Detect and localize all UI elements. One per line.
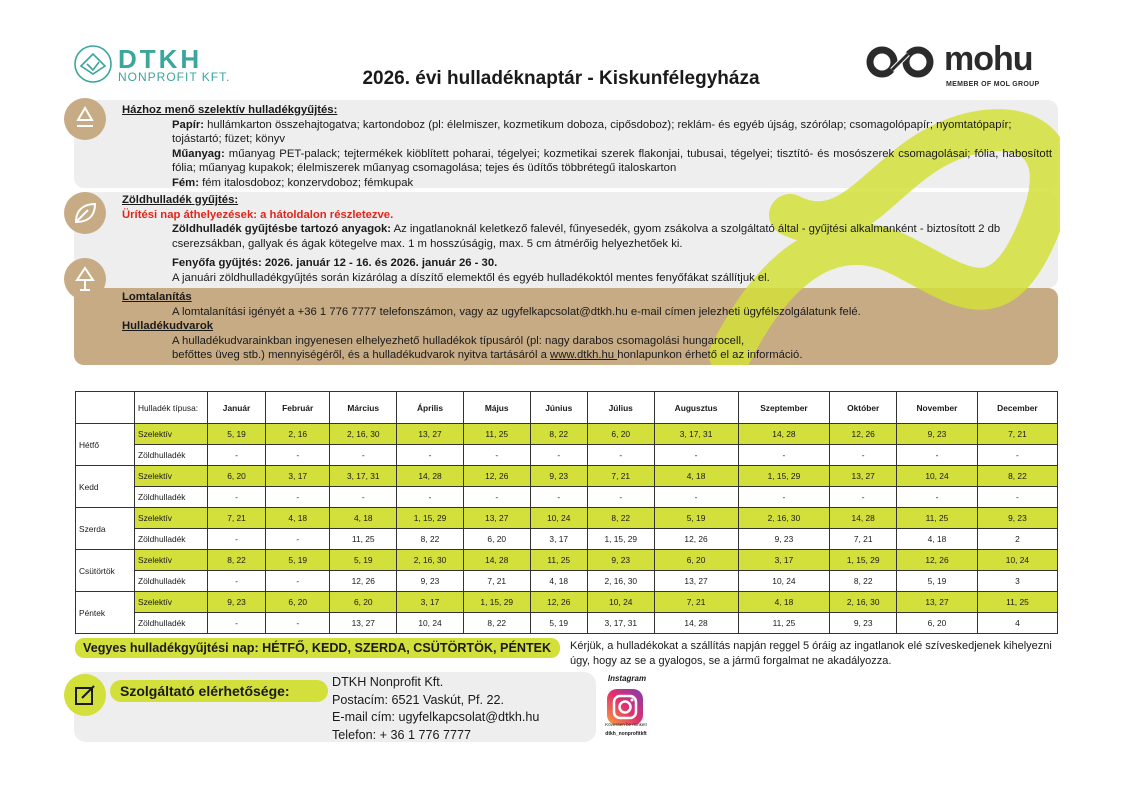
mohu-name: mohu (944, 40, 1033, 78)
month-header: Május (463, 392, 530, 424)
waste-type-label: Szelektív (135, 466, 208, 487)
waste-type-label: Szelektív (135, 424, 208, 445)
instagram-follow-text: Kövessen be minket! (605, 722, 647, 727)
green-row (76, 529, 1058, 550)
day-label: Péntek (76, 592, 135, 634)
green-row (76, 613, 1058, 634)
green-date-cell: 10, 24 (738, 571, 830, 592)
recycle-icon (64, 98, 106, 140)
mohu-logo (864, 40, 940, 86)
day-label: Csütörtök (76, 550, 135, 592)
selective-date-cell: 3, 17, 31 (330, 466, 397, 487)
green-date-cell: 1, 15, 29 (587, 529, 654, 550)
selective-date-cell: 12, 26 (530, 592, 587, 613)
green-date-cell: - (897, 445, 978, 466)
green-date-cell: - (330, 445, 397, 466)
contact-postal: Postacím: 6521 Vaskút, Pf. 22. (332, 692, 504, 707)
green-date-cell: - (266, 613, 330, 634)
selective-row (76, 592, 1058, 613)
month-header: November (897, 392, 978, 424)
green-notice: Ürítési nap áthelyezések: a hátoldalon részletezve. (122, 208, 394, 221)
selective-date-cell: 1, 15, 29 (738, 466, 830, 487)
green-date-cell: 3 (977, 571, 1057, 592)
selective-date-cell: 11, 25 (897, 508, 978, 529)
green-date-cell: 14, 28 (654, 613, 738, 634)
metal-label: Fém: (172, 176, 199, 189)
green-date-cell: 4, 18 (530, 571, 587, 592)
selective-date-cell: 8, 22 (530, 424, 587, 445)
selective-date-cell: 8, 22 (977, 466, 1057, 487)
green-date-cell: 9, 23 (397, 571, 464, 592)
selective-date-cell: 11, 25 (977, 592, 1057, 613)
green-date-cell: 4, 18 (897, 529, 978, 550)
corner-cell (76, 392, 135, 424)
green-date-cell: - (738, 445, 830, 466)
selective-date-cell: 8, 22 (208, 550, 266, 571)
green-row (76, 487, 1058, 508)
selective-date-cell: 2, 16, 30 (738, 508, 830, 529)
green-date-cell: - (654, 487, 738, 508)
green-date-cell: - (977, 487, 1057, 508)
green-materials-label: Zöldhulladék gyűjtésbe tartozó anyagok: (172, 223, 392, 235)
green-date-cell: - (208, 613, 266, 634)
month-header: Szeptember (738, 392, 830, 424)
selective-date-cell: 14, 28 (830, 508, 897, 529)
green-date-cell: - (208, 445, 266, 466)
green-date-cell: 7, 21 (830, 529, 897, 550)
selective-date-cell: 7, 21 (208, 508, 266, 529)
paper-label: Papír: (172, 118, 205, 131)
month-header: Június (530, 392, 587, 424)
green-date-cell: 10, 24 (397, 613, 464, 634)
green-date-cell: - (463, 487, 530, 508)
selective-date-cell: 13, 27 (830, 466, 897, 487)
instagram-title: Instagram (607, 674, 647, 683)
bulky-section (122, 290, 1052, 363)
selective-date-cell: 8, 22 (587, 508, 654, 529)
green-date-cell: - (208, 529, 266, 550)
selective-date-cell: 2, 16, 30 (330, 424, 397, 445)
tree-text: A januári zöldhulladékgyűjtés során kizárólag a díszítő elemektől és egyéb hulladékoktól mentes fenyőfákat szállítjuk el. (172, 271, 770, 284)
instagram-icon[interactable] (606, 688, 644, 726)
green-date-cell: 3, 17, 31 (587, 613, 654, 634)
dtkh-name: DTKH (118, 44, 203, 74)
month-header: Július (587, 392, 654, 424)
bulky-heading: Lomtalanítás (122, 291, 192, 303)
green-row (76, 445, 1058, 466)
plastic-label: Műanyag: (172, 147, 225, 160)
green-date-cell: 2, 16, 30 (587, 571, 654, 592)
selective-date-cell: 10, 24 (977, 550, 1057, 571)
page-title: 2026. évi hulladéknaptár - Kiskunfélegyháza (362, 68, 760, 89)
selective-date-cell: 11, 25 (530, 550, 587, 571)
waste-type-label: Szelektív (135, 508, 208, 529)
contact-email[interactable]: E-mail cím: ugyfelkapcsolat@dtkh.hu (332, 710, 540, 724)
selective-date-cell: 5, 19 (266, 550, 330, 571)
contact-label: Szolgáltató elérhetősége: (110, 680, 328, 702)
green-materials-text: Az ingatlanoknál keletkező falevél, fűnyesedék, gyom zsákolva a szolgáltató által - gyűjtési alkalmanként - biztosított 2 db cserezsákban, gallyak és ágak kötegelve max. 1 m hosszúságig, max. 5 cm átmérőig helyezhetőek ki. (172, 223, 1001, 250)
metal-row (172, 176, 1052, 191)
month-header: December (977, 392, 1057, 424)
green-date-cell: - (587, 445, 654, 466)
selective-date-cell: 3, 17, 31 (654, 424, 738, 445)
selective-date-cell: 6, 20 (208, 466, 266, 487)
green-date-cell: - (738, 487, 830, 508)
green-date-cell: 6, 20 (897, 613, 978, 634)
day-label: Szerda (76, 508, 135, 550)
month-header: Augusztus (654, 392, 738, 424)
selective-date-cell: 2, 16, 30 (397, 550, 464, 571)
selective-date-cell: 4, 18 (266, 508, 330, 529)
green-date-cell: 2 (977, 529, 1057, 550)
selective-date-cell: 11, 25 (463, 424, 530, 445)
selective-date-cell: 4, 18 (738, 592, 830, 613)
green-date-cell: 11, 25 (330, 529, 397, 550)
selective-date-cell: 13, 27 (463, 508, 530, 529)
selective-date-cell: 6, 20 (266, 592, 330, 613)
plastic-text: műanyag PET-palack; tejtermékek kiöblített poharai, tégelyei; kozmetikai szerek flakonjai, tubusai, tégelyei; tisztító- és mosószerek csomagolásai; fólia, habosított fólia; műanyag kupakok; élelmiszerek műanyag csomagolása; tejes és üdítős többrétegű italoskarton (172, 147, 1052, 174)
contact-company: DTKH Nonprofit Kft. (332, 675, 444, 689)
mohu-subtitle: MEMBER OF MOL GROUP (946, 81, 1040, 88)
selective-date-cell: 9, 23 (587, 550, 654, 571)
green-date-cell: - (266, 445, 330, 466)
paper-row (172, 118, 1052, 147)
selective-date-cell: 12, 26 (897, 550, 978, 571)
waste-type-label: Zöldhulladék (135, 487, 208, 508)
yard-heading: Hulladékudvarok (122, 320, 214, 332)
yard-text-2a: befőttes üveg stb.) mennyiségéről, és a hulladékudvarok nyitva tartásáról a (172, 349, 551, 361)
green-materials (122, 222, 1002, 251)
green-date-cell: 8, 22 (463, 613, 530, 634)
dtkh-website-link[interactable]: www.dtkh.hu (550, 349, 618, 361)
selective-date-cell: 6, 20 (654, 550, 738, 571)
green-heading: Zöldhulladék gyűjtés: (122, 194, 239, 206)
green-date-cell: 3, 17 (530, 529, 587, 550)
selective-date-cell: 7, 21 (587, 466, 654, 487)
waste-type-label: Szelektív (135, 550, 208, 571)
selective-date-cell: 5, 19 (654, 508, 738, 529)
waste-type-label: Szelektív (135, 592, 208, 613)
edit-icon (64, 674, 106, 716)
selective-date-cell: 7, 21 (654, 592, 738, 613)
selective-section (122, 103, 1052, 190)
selective-date-cell: 5, 19 (330, 550, 397, 571)
mohu-infinity-icon (864, 40, 940, 86)
waste-type-label: Zöldhulladék (135, 529, 208, 550)
green-date-cell: - (397, 445, 464, 466)
green-date-cell: 9, 23 (738, 529, 830, 550)
green-date-cell: - (587, 487, 654, 508)
selective-row (76, 466, 1058, 487)
selective-date-cell: 12, 26 (463, 466, 530, 487)
selective-date-cell: 2, 16, 30 (830, 592, 897, 613)
selective-date-cell: 14, 28 (738, 424, 830, 445)
collection-calendar (75, 391, 1058, 634)
selective-row (76, 424, 1058, 445)
selective-date-cell: 1, 15, 29 (397, 508, 464, 529)
selective-date-cell: 7, 21 (977, 424, 1057, 445)
green-date-cell: 6, 20 (463, 529, 530, 550)
selective-date-cell: 10, 24 (530, 508, 587, 529)
paper-text: hullámkarton összehajtogatva; kartondoboz (pl: élelmiszer, kozmetikum doboza, cipősdoboz); reklám- és egyéb újság, szórólap; csomagolópapír; nyomtatópapír; tojástartó; füzet; könyv (172, 118, 1012, 145)
month-header: Október (830, 392, 897, 424)
selective-date-cell: 10, 24 (587, 592, 654, 613)
instagram-handle[interactable]: dtkh_nonprofitkft (605, 731, 647, 737)
green-date-cell: - (654, 445, 738, 466)
selective-date-cell: 9, 23 (530, 466, 587, 487)
selective-date-cell: 3, 17 (397, 592, 464, 613)
green-date-cell: 9, 23 (830, 613, 897, 634)
green-date-cell: - (463, 445, 530, 466)
green-date-cell: - (330, 487, 397, 508)
green-date-cell: - (266, 529, 330, 550)
selective-date-cell: 9, 23 (208, 592, 266, 613)
green-date-cell: - (266, 487, 330, 508)
green-date-cell: 5, 19 (530, 613, 587, 634)
selective-date-cell: 3, 17 (738, 550, 830, 571)
green-date-cell: - (830, 445, 897, 466)
green-date-cell: - (208, 571, 266, 592)
green-section (122, 193, 1052, 285)
green-date-cell: 8, 22 (830, 571, 897, 592)
waste-type-label: Zöldhulladék (135, 613, 208, 634)
green-date-cell: - (266, 571, 330, 592)
green-date-cell: - (977, 445, 1057, 466)
selective-date-cell: 12, 26 (830, 424, 897, 445)
leaf-icon (64, 192, 106, 234)
selective-heading: Házhoz menő szelektív hulladékgyűjtés: (122, 104, 338, 116)
selective-date-cell: 4, 18 (654, 466, 738, 487)
type-header: Hulladék típusa: (135, 392, 208, 424)
green-date-cell: - (208, 487, 266, 508)
placement-note: Kérjük, a hulladékokat a szállítás napján reggel 5 óráig az ingatlanok elé szíveskedjenek kihelyezni úgy, hogy az se a gyalogos, se a jármű forgalmat ne akadályozza. (570, 640, 1052, 667)
dtkh-subtitle: NONPROFIT KFT. (118, 70, 231, 84)
green-date-cell: 13, 27 (330, 613, 397, 634)
selective-date-cell: 14, 28 (463, 550, 530, 571)
selective-date-cell: 1, 15, 29 (463, 592, 530, 613)
yard-text-1: A hulladékudvarainkban ingyenesen elhelyezhető hulladékok típusáról (pl: nagy darabos csomagolási hungarocell, (172, 334, 745, 347)
yard-text-2 (122, 348, 1052, 363)
selective-date-cell: 13, 27 (897, 592, 978, 613)
green-date-cell: 4 (977, 613, 1057, 634)
selective-date-cell: 14, 28 (397, 466, 464, 487)
contact-details (332, 674, 539, 744)
day-label: Kedd (76, 466, 135, 508)
waste-type-label: Zöldhulladék (135, 445, 208, 466)
mixed-collection-days: Vegyes hulladékgyűjtési nap: HÉTFŐ, KEDD, SZERDA, CSÜTÖRTÖK, PÉNTEK (75, 638, 560, 658)
selective-date-cell: 6, 20 (587, 424, 654, 445)
selective-date-cell: 1, 15, 29 (830, 550, 897, 571)
green-date-cell: 12, 26 (654, 529, 738, 550)
waste-type-label: Zöldhulladék (135, 571, 208, 592)
month-header: Március (330, 392, 397, 424)
selective-date-cell: 4, 18 (330, 508, 397, 529)
contact-phone[interactable]: Telefon: + 36 1 776 7777 (332, 727, 471, 742)
tree-icon (64, 258, 106, 300)
green-date-cell: - (397, 487, 464, 508)
green-date-cell: 13, 27 (654, 571, 738, 592)
green-date-cell: - (830, 487, 897, 508)
tree-label: Fenyőfa gyűjtés: 2026. január 12 - 16. és 2026. január 26 - 30. (172, 257, 498, 269)
selective-date-cell: 6, 20 (330, 592, 397, 613)
green-date-cell: 8, 22 (397, 529, 464, 550)
plastic-row (172, 147, 1052, 176)
month-header: Január (208, 392, 266, 424)
month-header: Február (266, 392, 330, 424)
selective-date-cell: 10, 24 (897, 466, 978, 487)
selective-row (76, 508, 1058, 529)
selective-date-cell: 13, 27 (397, 424, 464, 445)
selective-row (76, 550, 1058, 571)
green-date-cell: 12, 26 (330, 571, 397, 592)
bulky-text: A lomtalanítási igényét a +36 1 776 7777 telefonszámon, vagy az ugyfelkapcsolat@dtkh.hu e-mail címen jelezheti ügyfélszolgálatunk felé. (172, 305, 861, 318)
selective-date-cell: 2, 16 (266, 424, 330, 445)
day-label: Hétfő (76, 424, 135, 466)
calendar-header-row (76, 392, 1058, 424)
green-date-cell: 11, 25 (738, 613, 830, 634)
selective-date-cell: 5, 19 (208, 424, 266, 445)
green-date-cell: 7, 21 (463, 571, 530, 592)
green-row (76, 571, 1058, 592)
selective-date-cell: 9, 23 (897, 424, 978, 445)
green-date-cell: - (530, 487, 587, 508)
selective-date-cell: 9, 23 (977, 508, 1057, 529)
green-date-cell: - (530, 445, 587, 466)
month-header: Április (397, 392, 464, 424)
yard-text-2b: honlapunkon érhető el az információ. (617, 349, 803, 361)
green-date-cell: - (897, 487, 978, 508)
metal-text: fém italosdoboz; konzervdoboz; fémkupak (199, 176, 414, 189)
selective-date-cell: 3, 17 (266, 466, 330, 487)
green-date-cell: 5, 19 (897, 571, 978, 592)
